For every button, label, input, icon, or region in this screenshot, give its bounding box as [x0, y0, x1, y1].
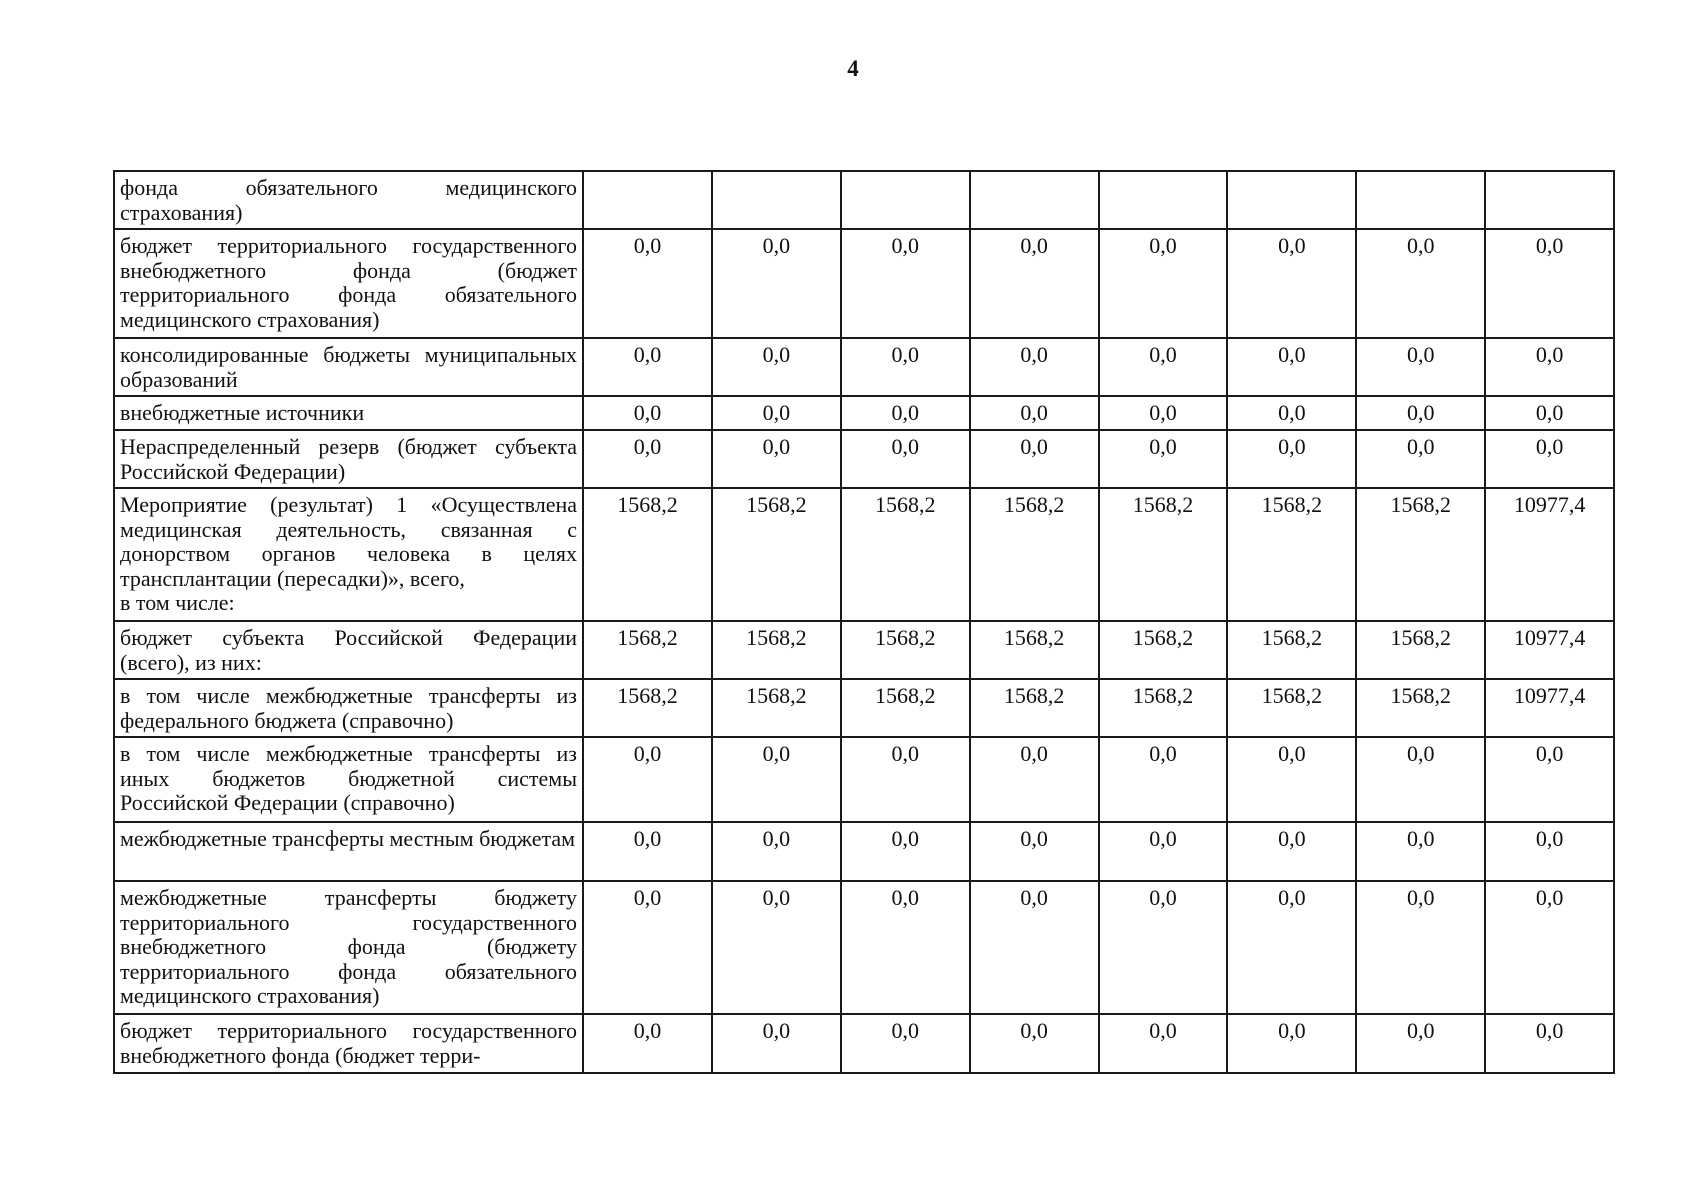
row-label-cell [114, 737, 583, 822]
value-cell: 0,0 [1099, 1014, 1228, 1073]
value-cell: 1568,2 [970, 679, 1099, 737]
value-cell: 0,0 [1099, 430, 1228, 488]
value-cell: 0,0 [583, 396, 712, 430]
value-cell: 0,0 [1356, 430, 1485, 488]
row-label: в том числе межбюджетные трансферты из федерального бюджета (справочно) [120, 683, 577, 733]
value-cell: 0,0 [712, 881, 841, 1014]
value-cell: 0,0 [1099, 338, 1228, 396]
value-cell [712, 171, 841, 229]
table-row [114, 171, 1614, 229]
row-label: бюджет территориального государственного внебюджетного фонда (бюджет территориального фонда обязательного медицинского страхования) [120, 233, 577, 332]
row-label-cell [114, 1014, 583, 1073]
table-row [114, 1014, 1614, 1073]
value-cell: 0,0 [1485, 1014, 1614, 1073]
value-cell: 0,0 [712, 737, 841, 822]
row-label: внебюджетные источники [120, 400, 365, 425]
value-cell: 0,0 [712, 822, 841, 881]
value-cell: 1568,2 [583, 679, 712, 737]
value-cell: 1568,2 [1099, 488, 1228, 621]
table-row [114, 430, 1614, 488]
value-cell [841, 171, 970, 229]
value-cell: 0,0 [970, 881, 1099, 1014]
table-row [114, 229, 1614, 338]
table-row [114, 822, 1614, 881]
value-cell: 1568,2 [841, 488, 970, 621]
value-cell: 0,0 [583, 822, 712, 881]
value-cell: 0,0 [1227, 430, 1356, 488]
value-cell: 0,0 [1099, 737, 1228, 822]
value-cell: 1568,2 [1227, 679, 1356, 737]
value-cell: 1568,2 [1099, 679, 1228, 737]
row-label-cell [114, 430, 583, 488]
value-cell [1227, 171, 1356, 229]
value-cell: 0,0 [712, 338, 841, 396]
value-cell: 0,0 [1099, 396, 1228, 430]
value-cell: 0,0 [1485, 430, 1614, 488]
value-cell: 0,0 [1099, 229, 1228, 338]
value-cell: 0,0 [1356, 396, 1485, 430]
value-cell: 0,0 [1227, 881, 1356, 1014]
value-cell: 0,0 [1356, 822, 1485, 881]
value-cell: 0,0 [1227, 1014, 1356, 1073]
value-cell: 0,0 [583, 881, 712, 1014]
value-cell: 1568,2 [712, 621, 841, 679]
value-cell: 1568,2 [1227, 621, 1356, 679]
row-label-extra: в том числе: [120, 590, 235, 615]
row-label: бюджет субъекта Российской Федерации (всего), из них: [120, 625, 577, 675]
row-label: межбюджетные трансферты местным бюджетам [120, 826, 576, 851]
value-cell: 0,0 [1227, 822, 1356, 881]
value-cell: 10977,4 [1485, 621, 1614, 679]
value-cell: 0,0 [1227, 338, 1356, 396]
value-cell: 1568,2 [712, 488, 841, 621]
table-row [114, 737, 1614, 822]
row-label: консолидированные бюджеты муниципальных образований [120, 342, 577, 392]
row-label-cell [114, 881, 583, 1014]
row-label: Нераспределенный резерв (бюджет субъекта Российской Федерации) [120, 434, 577, 484]
value-cell: 10977,4 [1485, 488, 1614, 621]
row-label-cell [114, 621, 583, 679]
row-label-cell [114, 171, 583, 229]
value-cell: 0,0 [841, 881, 970, 1014]
row-label: бюджет территориального государственного внебюджетного фонда (бюджет терри- [120, 1018, 577, 1068]
value-cell: 0,0 [841, 822, 970, 881]
value-cell: 1568,2 [712, 679, 841, 737]
value-cell: 0,0 [1485, 229, 1614, 338]
row-label-cell [114, 396, 583, 430]
value-cell: 0,0 [1485, 737, 1614, 822]
value-cell: 0,0 [583, 737, 712, 822]
value-cell: 1568,2 [1227, 488, 1356, 621]
value-cell: 0,0 [1227, 396, 1356, 430]
value-cell: 0,0 [1485, 822, 1614, 881]
page-number: 4 [847, 56, 859, 81]
value-cell: 1568,2 [1099, 621, 1228, 679]
value-cell: 0,0 [970, 396, 1099, 430]
value-cell: 0,0 [1356, 229, 1485, 338]
row-label-cell [114, 488, 583, 621]
value-cell: 0,0 [841, 1014, 970, 1073]
value-cell: 1568,2 [583, 488, 712, 621]
value-cell: 0,0 [1227, 229, 1356, 338]
value-cell: 1568,2 [841, 621, 970, 679]
value-cell: 0,0 [1485, 396, 1614, 430]
table-row [114, 679, 1614, 737]
value-cell: 0,0 [841, 338, 970, 396]
value-cell: 0,0 [583, 1014, 712, 1073]
row-label: Мероприятие (результат) 1 «Осуществлена медицинская деятельность, связанная с донорством органов человека в целях трансплантации (пересадки)», всего, [120, 492, 577, 591]
value-cell: 0,0 [1227, 737, 1356, 822]
value-cell: 0,0 [712, 1014, 841, 1073]
row-label-cell [114, 229, 583, 338]
row-label-cell [114, 679, 583, 737]
value-cell: 0,0 [970, 737, 1099, 822]
row-label-cell [114, 338, 583, 396]
table-row [114, 488, 1614, 621]
table-row [114, 621, 1614, 679]
value-cell: 0,0 [1356, 338, 1485, 396]
budget-table [113, 170, 1615, 1074]
row-label-cell [114, 822, 583, 881]
value-cell: 0,0 [841, 229, 970, 338]
table-row [114, 396, 1614, 430]
value-cell: 1568,2 [1356, 488, 1485, 621]
value-cell: 1568,2 [970, 621, 1099, 679]
value-cell: 0,0 [583, 229, 712, 338]
value-cell: 0,0 [841, 396, 970, 430]
value-cell: 0,0 [970, 229, 1099, 338]
budget-table-body [114, 171, 1614, 1073]
value-cell: 10977,4 [1485, 679, 1614, 737]
value-cell: 0,0 [1099, 881, 1228, 1014]
value-cell: 0,0 [1485, 338, 1614, 396]
value-cell: 0,0 [583, 430, 712, 488]
row-label: межбюджетные трансферты бюджету территориального государственного внебюджетного фонда (бюджету территориального фонда обязательного медицинского страхования) [120, 885, 577, 1008]
value-cell: 0,0 [970, 338, 1099, 396]
value-cell: 0,0 [1356, 1014, 1485, 1073]
value-cell [1485, 171, 1614, 229]
row-label: в том числе межбюджетные трансферты из иных бюджетов бюджетной системы Российской Федерации (справочно) [120, 741, 577, 815]
value-cell: 1568,2 [583, 621, 712, 679]
value-cell: 0,0 [712, 396, 841, 430]
table-row [114, 881, 1614, 1014]
value-cell: 0,0 [583, 338, 712, 396]
value-cell: 0,0 [1356, 737, 1485, 822]
value-cell: 0,0 [712, 229, 841, 338]
value-cell [583, 171, 712, 229]
value-cell [970, 171, 1099, 229]
value-cell: 1568,2 [1356, 679, 1485, 737]
value-cell: 0,0 [970, 822, 1099, 881]
value-cell: 1568,2 [1356, 621, 1485, 679]
value-cell: 1568,2 [970, 488, 1099, 621]
value-cell: 0,0 [841, 737, 970, 822]
value-cell: 0,0 [970, 1014, 1099, 1073]
value-cell: 0,0 [970, 430, 1099, 488]
value-cell [1099, 171, 1228, 229]
value-cell: 1568,2 [841, 679, 970, 737]
value-cell [1356, 171, 1485, 229]
table-row [114, 338, 1614, 396]
value-cell: 0,0 [1485, 881, 1614, 1014]
value-cell: 0,0 [841, 430, 970, 488]
value-cell: 0,0 [712, 430, 841, 488]
row-label: фонда обязательного медицинского страхования) [120, 175, 577, 225]
value-cell: 0,0 [1099, 822, 1228, 881]
value-cell: 0,0 [1356, 881, 1485, 1014]
